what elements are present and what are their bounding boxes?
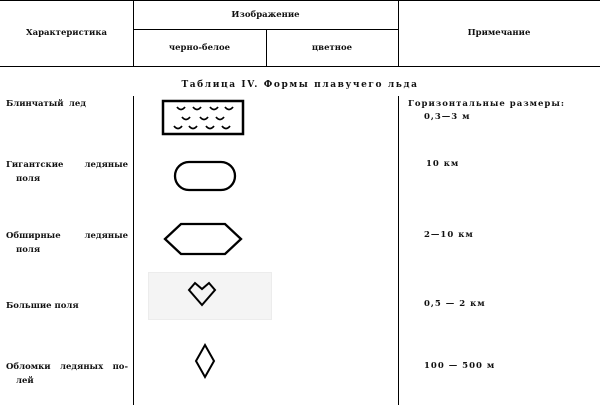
header-image: Изображение [231,10,300,20]
giant-floe-icon [173,160,237,192]
note-fragments: 100 — 500 м [424,361,496,371]
body-divider-right [398,96,399,405]
row-label-pancake: Блинчатый лед [6,99,86,109]
floe-fragment-icon [194,343,216,379]
header-color: цветное [311,43,353,53]
note-pancake-2: 0,3—3 м [424,112,471,122]
big-floe-icon [186,280,218,308]
note-pancake-1: Горизонтальные размеры: [408,99,566,109]
header-characteristic: Характеристика [25,28,107,38]
row-label-fragments: Обломки ледяных по- лей [6,362,128,386]
note-big: 0,5 — 2 км [424,299,486,309]
header-bottom-rule [0,66,600,67]
row-label-vast: Обширные ледяные поля [6,231,128,255]
note-giant: 10 км [426,159,460,169]
body-divider-left [133,96,134,405]
header-note: Примечание [467,28,531,38]
row-label-big: Большие поля [6,301,79,311]
vast-floe-icon [163,221,243,257]
header-bw: черно-белое [168,43,231,53]
table-caption: Таблица IV. Формы плавучего льда [181,80,419,90]
row-label-giant: Гигантские ледяные поля [6,160,128,184]
pancake-ice-icon [160,96,246,140]
note-vast: 2—10 км [424,230,474,240]
top-border [0,0,600,1]
